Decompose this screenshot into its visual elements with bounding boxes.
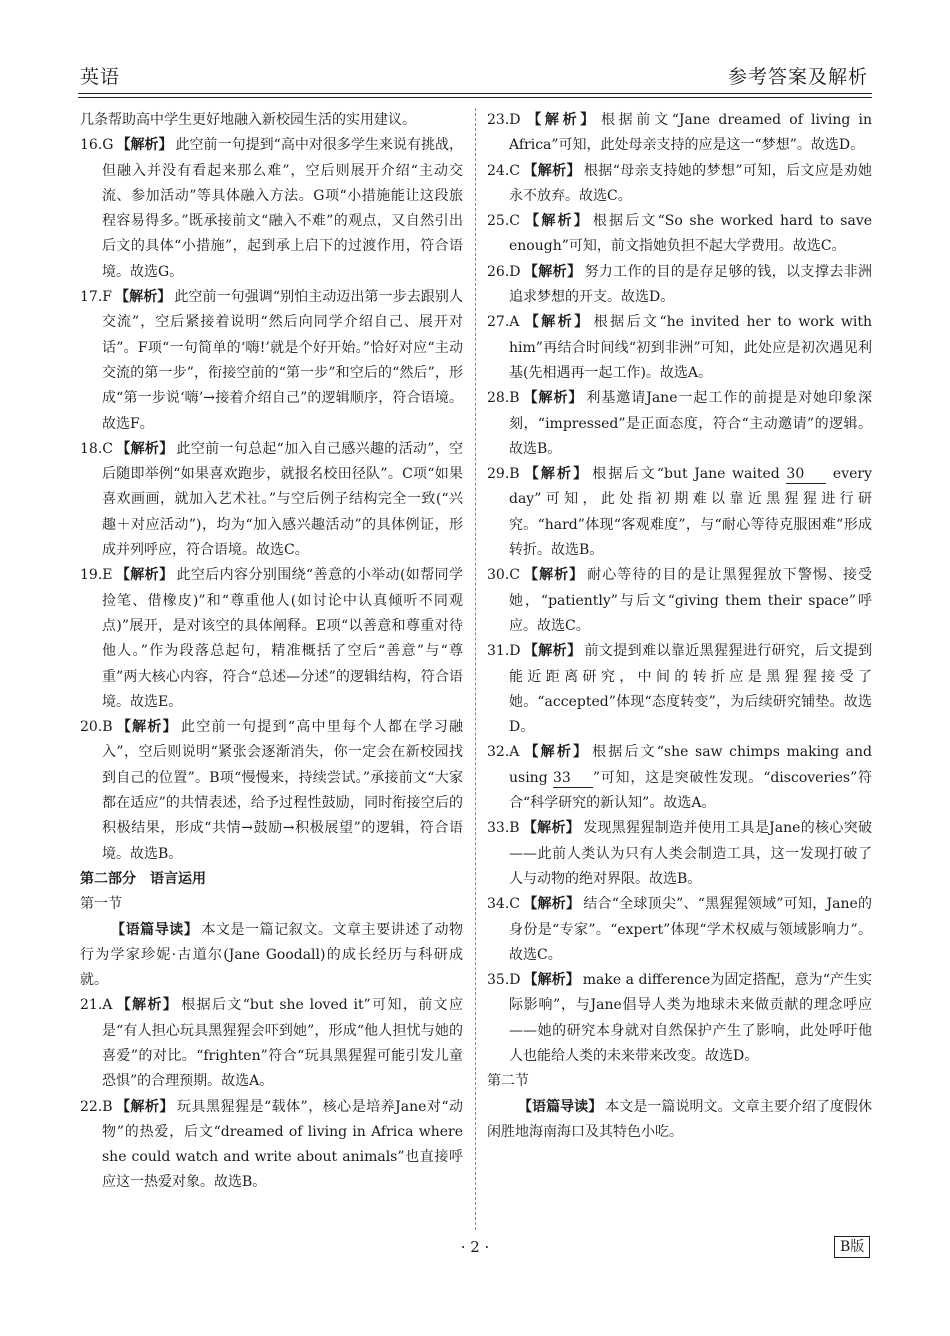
answer-item-34: 34.C 【解析】 结合“全球顶尖”、“黑猩猩领域”可知，Jane的身份是“专家”。“expert”体现“学术权威与领域影响力”。故选C。 bbox=[487, 896, 873, 963]
answer-item-35: 35.D 【解析】 make a difference为固定搭配，意为“产生实际影响”，与Jane倡导人类为地球未来做贡献的理念呼应——她的研究本身就对自然保护产生了影响，此处呼吁他人也能给人类的未来带来改变。故选D。 bbox=[487, 972, 873, 1064]
answer-item-28: 28.B 【解析】 利基邀请Jane一起工作的前提是对她印象深刻，“impressed”是正面态度，符合“主动邀请”的逻辑。故选B。 bbox=[487, 390, 872, 457]
answer-item-33: 33.B 【解析】 发现黑猩猩制造并使用工具是Jane的核心突破——此前人类认为只有人类会制造工具，这一发现打破了人与动物的绝对界限。故选B。 bbox=[487, 820, 872, 887]
reading-guide-2: 【语篇导读】 本文是一篇说明文。文章主要介绍了度假休闲胜地海南海口及其特色小吃。 bbox=[487, 1098, 872, 1140]
answer-item-25: 25.C 【解析】 根据后文“So she worked hard to save enough”可知，前文指她负担不起大学费用。故选C。 bbox=[487, 213, 873, 255]
section-title: 第一节 bbox=[80, 896, 122, 913]
blank-30: 30 bbox=[786, 465, 826, 484]
answer-item-29: 29.B 【解析】 根据后文“but Jane waited 30 every day”可知，此处指初期难以靠近黑猩猩进行研究。“hard”体现“客观难度”，与“耐心等待克服困难”形成转折。故选B。 bbox=[487, 466, 873, 559]
answer-item-16: 16.G 【解析】 此空前一句提到“高中对很多学生来说有挑战，但融入并没有看起来那么难”，空后则展开介绍“主动交流、参加活动”等具体融入方法。G项“小措施能让这段旅程容易得多。”既承接前文“融入不难”的观点，又自然引出后文的具体“小措施”，起到承上启下的过渡作用，符合语境。故选G。 bbox=[80, 137, 463, 280]
document-title: 参考答案及解析 bbox=[727, 66, 868, 88]
answer-item-30: 30.C 【解析】 耐心等待的目的是让黑猩猩放下警惕、接受她，“patiently”与后文“giving them their space”呼应。故选C。 bbox=[487, 567, 873, 634]
answer-item-31: 31.D 【解析】 前文提到难以靠近黑猩猩进行研究，后文提到能近距离研究，中间的转折应是黑猩猩接受了她。“accepted”体现“态度转变”，为后续研究铺垫。故选D。 bbox=[487, 643, 873, 736]
blank-33: 33 bbox=[553, 769, 593, 788]
answer-item-22: 22.B 【解析】 玩具黑猩猩是“载体”，核心是培养Jane对“动物”的热爱，后文“dreamed of living in Africa where she could watch and write about animals”也直接呼应这一热爱对象。故选B。 bbox=[80, 1098, 464, 1191]
answer-item-17: 17.F 【解析】 此空前一句强调“别怕主动迈出第一步去跟别人交流”，空后紧接着说明“然后向同学介绍自己、展开对话”。F项“一句简单的‘嗨!’就是个好开始。”恰好对应“主动交流的第一步”，衔接空前的“第一步”和空后的“然后”，形成“第一步说‘嗨’→接着介绍自己”的逻辑顺序，符合语境。故选F。 bbox=[80, 289, 464, 432]
answer-item-32: 32.A 【解析】 根据后文“she saw chimps making and using 33 ”可知，这是突破性发现。“discoveries”符合“科学研究的新认知”。故选A。 bbox=[487, 744, 872, 812]
section-title-2: 第二节 bbox=[487, 1073, 529, 1090]
answer-item-21: 21.A 【解析】 根据后文“but she loved it”可知，前文应是“有人担心玩具黑猩猩会吓到她”，形成“他人担忧与她的喜爱”的对比。“frighten”符合“玩具黑猩猩可能引发儿童恐惧”的合理预期。故选A。 bbox=[80, 997, 464, 1090]
reading-guide: 【语篇导读】 本文是一篇记叙文。文章主要讲述了动物行为学家珍妮·古道尔(Jane Goodall)的成长经历与科研成就。 bbox=[80, 921, 464, 989]
left-column bbox=[80, 108, 463, 1196]
answer-item-18: 18.C 【解析】 此空前一句总起“加入自己感兴趣的活动”，空后随即举例“如果喜欢跑步，就报名校田径队”。C项“如果喜欢画画，就加入艺术社。”与空后例子结构完全一致(“兴趣＋对应活动”)，均为“加入感兴趣活动”的具体例证，形成并列呼应，符合语境。故选C。 bbox=[80, 440, 463, 559]
header-rule bbox=[78, 93, 872, 94]
answer-item-27: 27.A 【解析】 根据后文“he invited her to work with him”再结合时间线“初到非洲”可知，此处应是初次遇见利基(先相遇再一起工作)。故选A。 bbox=[487, 314, 872, 381]
answer-item-20: 20.B 【解析】 此空前一句提到“高中里每个人都在学习融入”，空后则说明“紧张会逐渐消失，你一定会在新校园找到自己的位置”。B项“慢慢来，持续尝试。”承接前文“大家都在适应”的共情表述，给予过程性鼓励，同时衔接空后的积极结果，形成“共情→鼓励→积极展望”的逻辑，符合语境。故选B。 bbox=[80, 719, 464, 862]
subject-label: 英语 bbox=[80, 66, 121, 88]
right-column bbox=[487, 108, 872, 1145]
answer-item-26: 26.D 【解析】 努力工作的目的是存足够的钱，以支撑去非洲追求梦想的开支。故选D。 bbox=[487, 263, 873, 306]
answer-item-23: 23.D 【解析】 根据前文“Jane dreamed of living in Africa”可知，此处母亲支持的应是这一“梦想”。故选D。 bbox=[487, 112, 873, 154]
part-title: 第二部分 语言运用 bbox=[80, 870, 206, 887]
column-divider bbox=[475, 108, 476, 1230]
answer-item-24: 24.C 【解析】 根据“母亲支持她的梦想”可知，后文应是劝她永不放弃。故选C。 bbox=[487, 162, 872, 204]
header-rule-thin bbox=[78, 97, 872, 98]
version-badge: B版 bbox=[834, 1236, 870, 1258]
page-number: · 2 · bbox=[460, 1238, 490, 1256]
answer-item-19: 19.E 【解析】 此空后内容分别围绕“善意的小举动(如帮同学捡笔、借橡皮)”和“尊重他人(如讨论中认真倾听不同观点)”展开，是对该空的具体阐释。E项“以善意和尊重对待他人。”作为段落总起句，精准概括了空后“善意”与“尊重”两大核心内容，符合“总述—分述”的逻辑结构，符合语境。故选E。 bbox=[80, 567, 463, 710]
intro-line: 几条帮助高中学生更好地融入新校园生活的实用建议。 bbox=[80, 112, 416, 128]
